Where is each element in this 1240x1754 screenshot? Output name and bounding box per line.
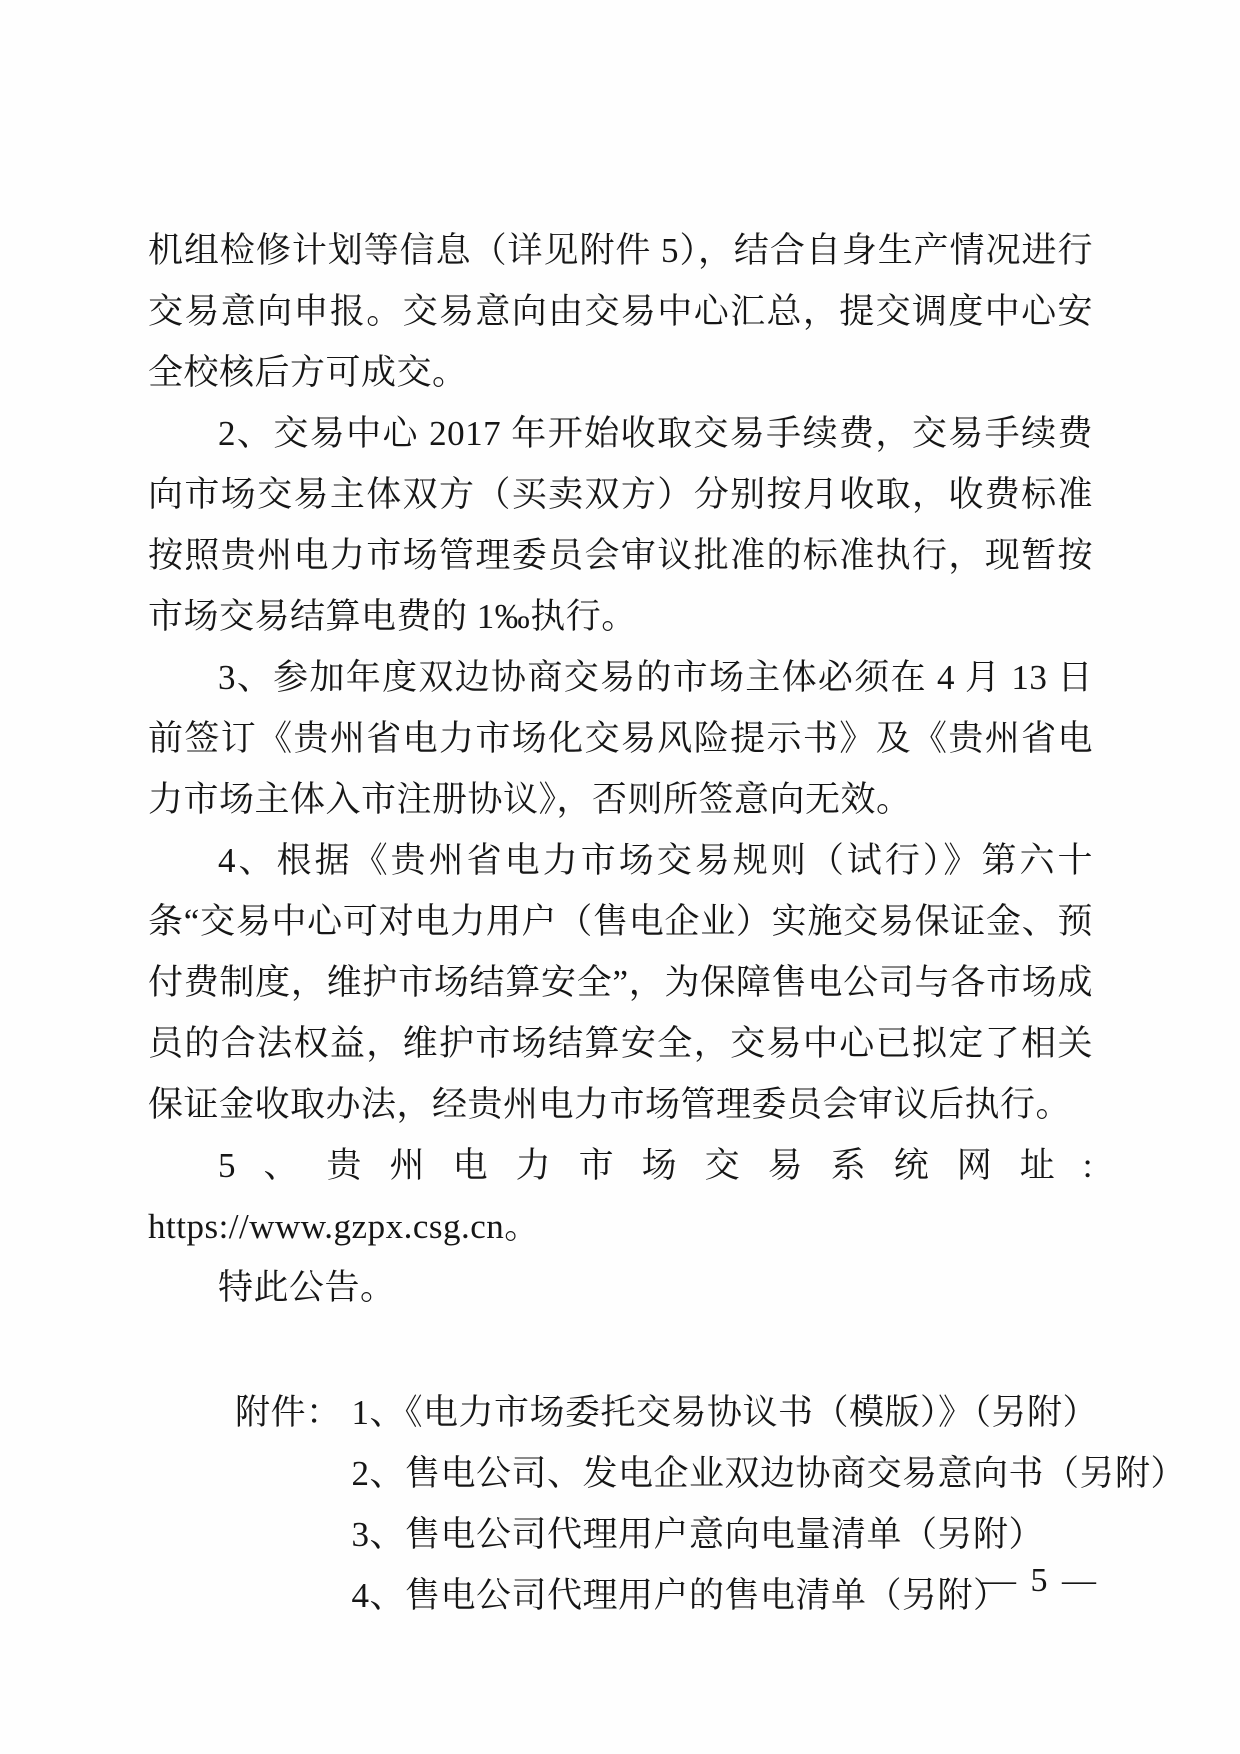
attachment-list-item: 4、售电公司代理用户的售电清单（另附） bbox=[351, 1576, 1009, 1615]
page-number: — 5 — bbox=[982, 1562, 1099, 1599]
paragraph-item-5-website: 5、贵州电力市场交易系统网址: https://www.gzpx.csg.cn。 bbox=[148, 1146, 1093, 1246]
attachment-list-item: 1、《电力市场委托交易协议书（模版）》（另附） bbox=[351, 1393, 1099, 1432]
paragraph-continuation: 机组检修计划等信息（详见附件 5），结合自身生产情况进行交易意向申报。交易意向由交易中心汇总，提交调度中心安全校核后方可成交。 bbox=[148, 231, 1093, 392]
attachment-list-item: 3、售电公司代理用户意向电量清单（另附） bbox=[351, 1515, 1045, 1554]
attachment-list-item: 2、售电公司、发电企业双边协商交易意向书（另附） bbox=[351, 1454, 1187, 1493]
paragraph-item-3: 3、参加年度双边协商交易的市场主体必须在 4 月 13 日前签订《贵州省电力市场化交易风险提示书》及《贵州省电力市场主体入市注册协议》，否则所签意向无效。 bbox=[148, 658, 1093, 819]
document-body bbox=[148, 220, 1187, 1626]
attachments-label: 附件： bbox=[235, 1393, 342, 1432]
attachments-block bbox=[235, 1382, 1187, 1626]
paragraph-item-4: 4、根据《贵州省电力市场交易规则（试行）》第六十条“交易中心可对电力用户（售电企业）实施交易保证金、预付费制度，维护市场结算安全”，为保障售电公司与各市场成员的合法权益，维护市场结算安全，交易中心已拟定了相关保证金收取办法，经贵州电力市场管理委员会审议后执行。 bbox=[148, 841, 1093, 1124]
paragraph-closing-announcement: 特此公告。 bbox=[218, 1268, 396, 1307]
paragraph-item-2: 2、交易中心 2017 年开始收取交易手续费，交易手续费向市场交易主体双方（买卖双方）分别按月收取，收费标准按照贵州电力市场管理委员会审议批准的标准执行，现暂按市场交易结算电费的 1‰执行。 bbox=[148, 414, 1093, 636]
